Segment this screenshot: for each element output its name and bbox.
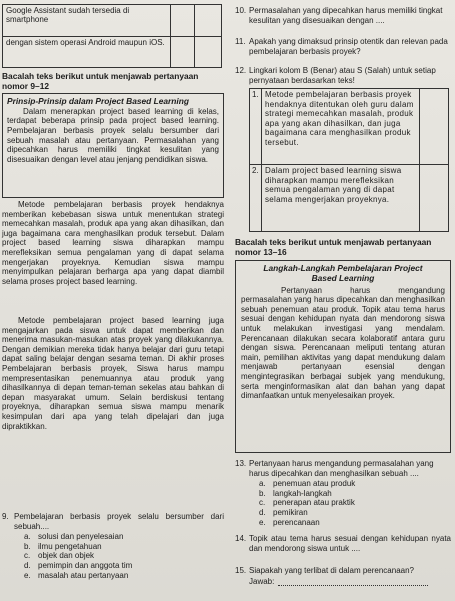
section2-heading: Bacalah teks berikut untuk menjawab pertanyaan nomor 13–16: [235, 237, 432, 257]
top-table-check-cell[interactable]: [195, 37, 221, 68]
answer-cell[interactable]: [420, 165, 448, 231]
section2-box: [235, 260, 451, 453]
option-d[interactable]: d. pemikiran: [259, 507, 308, 517]
section2-box-title: Langkah-Langkah Pembelajaran Project: [263, 263, 423, 273]
section1-paragraph-3: Metode pembelajaran project based learning juga mengajarkan pada siswa untuk dapat memberikan dan menerima masukan-masukan atas proyek yang dilakukannya. Dengan demikian mereka tidak hanya belajar dari guru tetapi dapat saling belajar dengan sesama teman. Di akhir proses Pembelajaran berbasis proyek, Siswa harus mampu mempresentasikan penemuannya atau produk yang dihasilkannya di depan teman-teman sekelas atau bahkan di depan masyarakat umum. Selain berdiskusi tentang proyeknya, diharapkan semua siswa mampu menarik kesimpulan dari apa yang telah dipelajari dan juga dipraktikkan.: [2, 316, 224, 431]
question-15: [235, 566, 451, 586]
option-b[interactable]: b. langkah-langkah: [259, 488, 332, 498]
question-number: 15.: [235, 566, 247, 575]
top-table: [2, 4, 222, 68]
option-c[interactable]: c. objek dan objek: [24, 551, 95, 561]
question-number: 14.: [235, 534, 247, 543]
option-d[interactable]: d. pemimpin dan anggota tim: [24, 560, 133, 570]
option-b[interactable]: b. ilmu pengetahuan: [24, 541, 102, 551]
question-12: [235, 66, 450, 85]
row-statement: Dalam project based learning siswa diharapkan mampu merefleksikan semua pengalaman yang di dapat selama mengerjakan proyeknya.: [262, 165, 420, 231]
top-table-check-cell[interactable]: [195, 5, 221, 36]
section1-heading: Bacalah teks berikut untuk menjawab pertanyaan nomor 9–12: [2, 71, 199, 91]
question-text: Apakah yang dimaksud prinsip otentik dan relevan pada pembelajaran berbasis proyek?: [249, 37, 448, 56]
question-13: [235, 459, 451, 527]
question-number: 10.: [235, 6, 247, 15]
true-false-table: [249, 88, 449, 232]
section1-box-text: Dalam menerapkan project based learning di kelas, terdapat beberapa prinsip pada project based learning. Pembelajaran berbasis proyek selalu bersumber dari sebuah masalah atau pertanyaan. Permasalahan yang dipecahkan harus memiliki tingkat kesulitan yang disesuaikan dengan level atau jenjang pendidikan siswa.: [7, 106, 219, 164]
section1-box: [2, 93, 224, 198]
question-number: 11.: [235, 37, 246, 46]
question-text: Permasalahan yang dipecahkan harus memiliki tingkat kesulitan yang disesuaikan dengan ....: [249, 6, 443, 25]
question-11: [235, 37, 450, 56]
option-e[interactable]: e. masalah atau pertanyaan: [24, 570, 129, 580]
question-text: Pembelajaran berbasis proyek selalu bersumber dari sebuah....: [14, 512, 224, 531]
top-table-check-cell[interactable]: [171, 5, 195, 36]
true-false-row: [250, 165, 448, 231]
answer-line[interactable]: [278, 579, 428, 586]
top-table-check-cell[interactable]: [171, 37, 195, 68]
question-number: 12.: [235, 66, 247, 75]
question-number: 13.: [235, 459, 247, 468]
row-number: 1.: [250, 89, 262, 164]
top-table-cell: Google Assistant sudah tersedia di smartphone: [3, 5, 171, 36]
answer-cell[interactable]: [420, 89, 448, 164]
top-table-row: [3, 37, 221, 68]
row-statement: Metode pembelajaran berbasis proyek hendaknya ditentukan oleh guru dalam strategi memecahkan masalah, produk apa yang akan dihasilkan, dan juga bagaimana cara menghasilkan produk tersebut.: [262, 89, 420, 164]
top-table-cell: dengan sistem operasi Android maupun iOS.: [3, 37, 171, 68]
question-text: Pertanyaan harus mengandung permasalahan yang harus dipecahkan dan menghasilkan sebuah ....: [249, 459, 434, 478]
option-a[interactable]: a. penemuan atau produk: [259, 479, 356, 489]
option-c[interactable]: c. penerapan atau praktik: [259, 498, 355, 508]
section1-paragraph-2: Metode pembelajaran berbasis proyek hendaknya memberikan kebebasan siswa untuk menentukan strategi memecahkan masalah, produk apa yang akan dihasilkan, dan juga bagaimana cara menghasilkan produk tersebut. Dalam project based learning siswa diharapkan mampu merefleksikan semua pengalaman yang di dapat selama mengerjakan proyeknya. Kemudian siswa mampu menyimpulkan pelajaran berharga apa yang dapat diambil selama proses project based learning.: [2, 200, 224, 286]
section1-box-title: Prinsip-Prinsip dalam Project Based Learning: [7, 96, 189, 106]
true-false-row: [250, 89, 448, 165]
question-number: 9.: [2, 512, 9, 521]
question-9: [2, 512, 224, 580]
question-text: Topik atau tema harus sesuai dengan kehidupan nyata dan mendorong siswa untuk ....: [249, 534, 451, 553]
answer-label: Jawab:: [249, 576, 275, 586]
question-14: [235, 534, 451, 553]
question-text: Lingkari kolom B (Benar) atau S (Salah) untuk setiap pernyataan berdasarkan teks!: [249, 66, 436, 85]
option-e[interactable]: e. perencanaan: [259, 517, 320, 527]
row-number: 2.: [250, 165, 262, 231]
question-text: Siapakah yang terlibat di dalam perencanaan?: [249, 566, 415, 575]
top-table-row: [3, 5, 221, 37]
option-a[interactable]: a. solusi dan penyelesaian: [24, 532, 124, 542]
section2-box-subtitle: Based Learning: [311, 272, 375, 283]
question-10: [235, 6, 450, 25]
section2-box-text: Pertanyaan harus mengandung permasalahan yang harus dipecahkan dan menghasilkan sebuah penemuan atau produk. Topik atau tema harus sesuai dengan kehidupan nyata dan mendorong siswa untuk melakukan investigasi yang mendalam. Perencanaan dilakukan secara kolaboratif antara guru dengan siswa. Perencanaan meliputi tentang aturan main, pemilihan aktivitas yang dapat mendukung dalam menjawab pertanyaan esensial dengan mengintegrasikan berbagai subjek yang mendukung, serta menginformasikan alat dan bahan yang dapat dimanfaatkan untuk menyelesaikan proyek.: [241, 285, 445, 401]
